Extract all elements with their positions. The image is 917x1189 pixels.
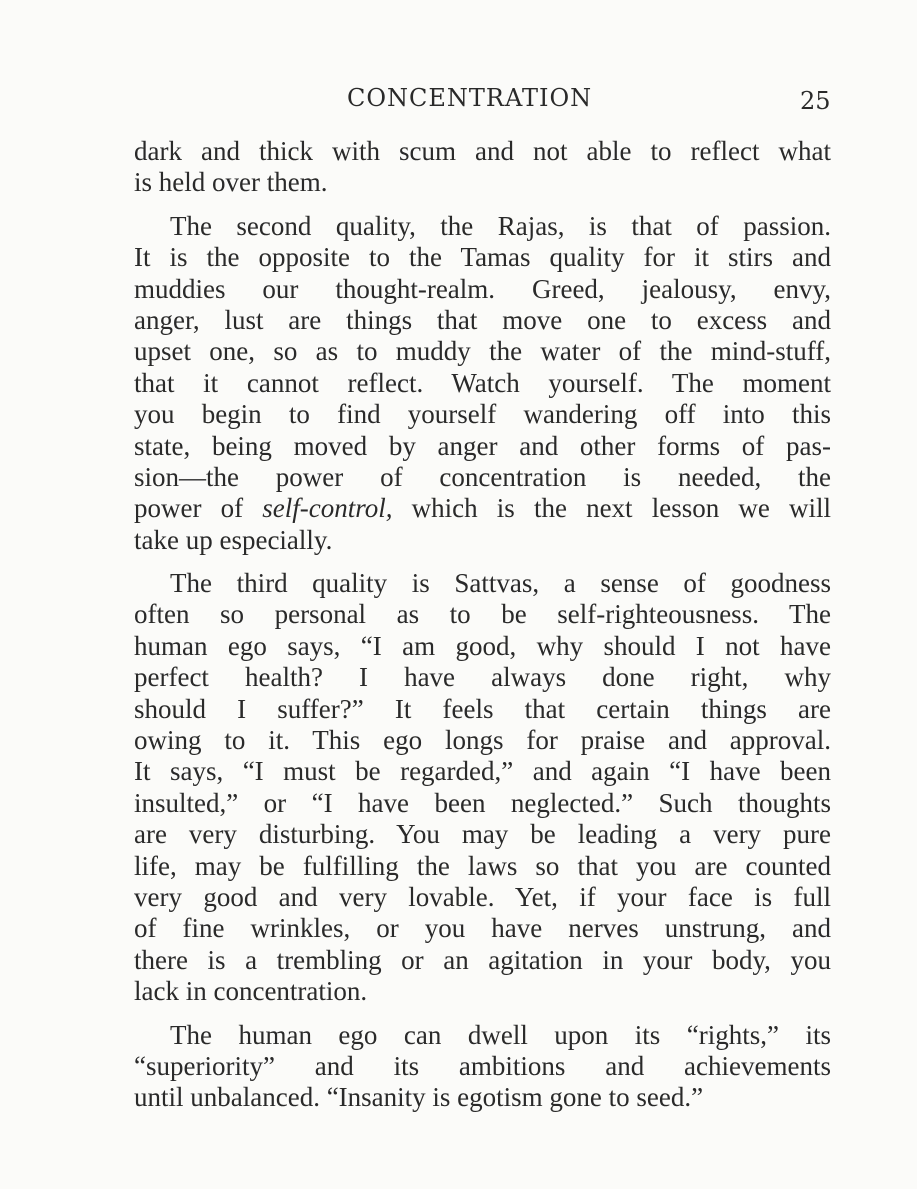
running-head-title: CONCENTRATION <box>347 84 593 112</box>
paragraph <box>134 211 831 556</box>
text-line: It says, “I must be regarded,” and again “I have been <box>134 756 831 787</box>
text-segment: which is the next lesson we will <box>392 493 831 524</box>
text-line: perfect health? I have always done right, why <box>134 662 831 693</box>
text-line: should I suffer?” It feels that certain things are <box>134 693 831 724</box>
text-line: of fine wrinkles, or you have nerves unstrung, and <box>134 913 831 944</box>
text-line: is held over them. <box>134 167 328 198</box>
text-line: that it cannot reflect. Watch yourself. The moment <box>134 367 831 398</box>
text-line: you begin to find yourself wandering off into this <box>134 399 831 430</box>
text-line: The human ego can dwell upon its “rights,” its <box>170 1019 831 1050</box>
text-line: lack in concentration. <box>134 976 368 1007</box>
text-line: upset one, so as to muddy the water of the mind-stuff, <box>134 336 831 367</box>
text-line: “superiority” and its ambitions and achievements <box>134 1050 831 1081</box>
text-line: sion—the power of concentration is needed, the <box>134 461 831 492</box>
page-number: 25 <box>800 87 831 115</box>
body-text <box>134 136 831 1126</box>
text-line: anger, lust are things that move one to excess and <box>134 304 831 335</box>
text-line: dark and thick with scum and not able to reflect what <box>134 136 831 166</box>
paragraph <box>134 1020 831 1114</box>
text-line: muddies our thought-realm. Greed, jealousy, envy, <box>134 273 831 304</box>
text-line: It is the opposite to the Tamas quality for it stirs and <box>134 242 831 273</box>
paragraph <box>134 136 831 199</box>
text-line: The second quality, the Rajas, is that of passion. <box>170 210 831 241</box>
text-line: human ego says, “I am good, why should I not have <box>134 630 831 661</box>
text-segment: power of <box>134 493 263 524</box>
text-line: take up especially. <box>134 524 333 555</box>
text-line <box>134 493 831 524</box>
text-line: there is a trembling or an agitation in your body, you <box>134 944 831 975</box>
text-line: life, may be fulfilling the laws so that you are counted <box>134 850 831 881</box>
text-line: The third quality is Sattvas, a sense of goodness <box>170 568 831 599</box>
italic-term: self-control, <box>262 493 393 524</box>
text-line: very good and very lovable. Yet, if your face is full <box>134 881 831 912</box>
paragraph <box>134 568 831 1007</box>
text-line: often so personal as to be self-righteousness. The <box>134 599 831 630</box>
text-line: until unbalanced. “Insanity is egotism gone to seed.” <box>134 1082 704 1113</box>
text-line: are very disturbing. You may be leading a very pure <box>134 819 831 850</box>
text-line: state, being moved by anger and other forms of pas- <box>134 430 831 461</box>
text-line: insulted,” or “I have been neglected.” Such thoughts <box>134 787 831 818</box>
text-line: owing to it. This ego longs for praise and approval. <box>134 725 831 756</box>
